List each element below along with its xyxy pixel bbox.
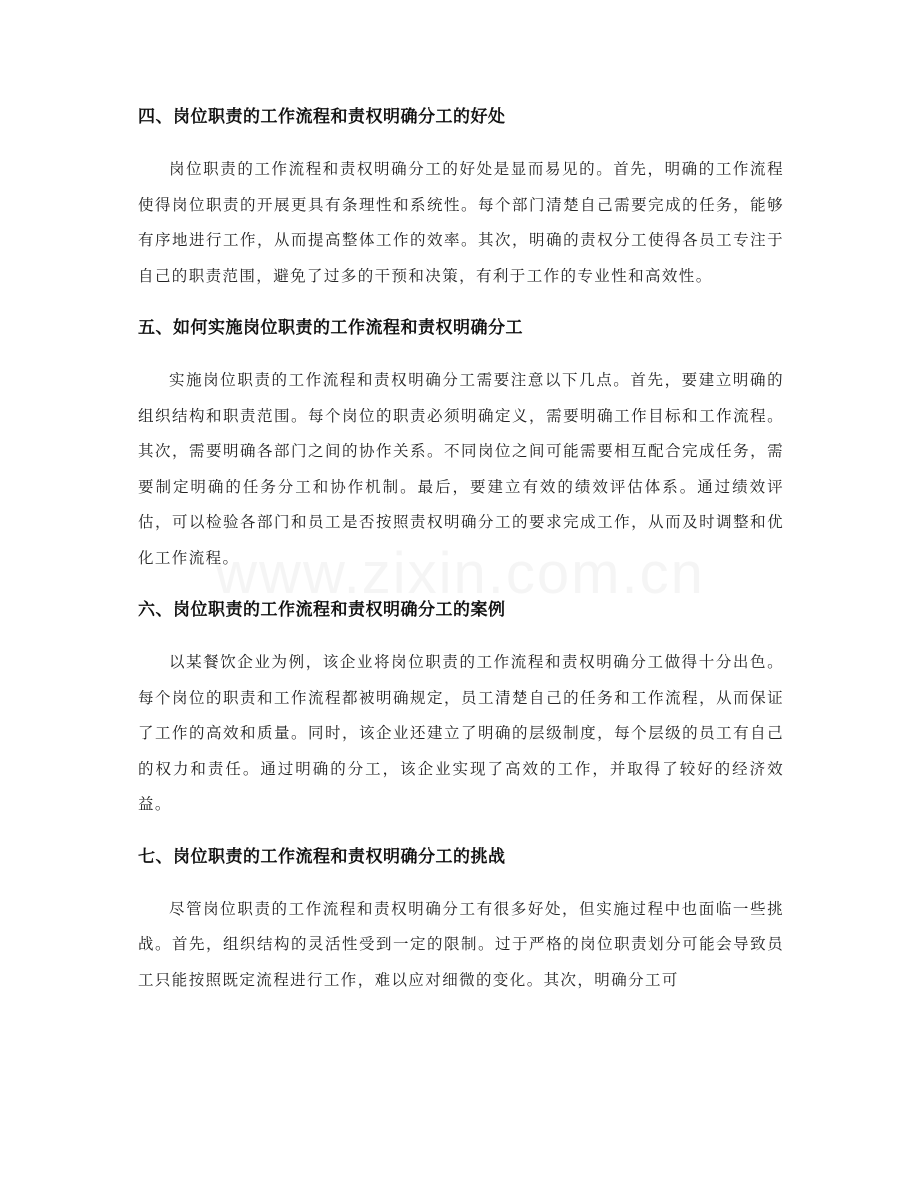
section-4 <box>138 104 784 294</box>
section-paragraph: 岗位职责的工作流程和责权明确分工的好处是显而易见的。首先，明确的工作流程使得岗位职责的开展更具有条理性和系统性。每个部门清楚自己需要完成的任务，能够有序地进行工作，从而提高整体工作的效率。其次，明确的责权分工使得各员工专注于自己的职责范围，避免了过多的干预和决策，有利于工作的专业性和高效性。 <box>138 160 784 285</box>
section-heading: 五、如何实施岗位职责的工作流程和责权明确分工 <box>138 318 523 338</box>
section-paragraph: 以某餐饮企业为例，该企业将岗位职责的工作流程和责权明确分工做得十分出色。每个岗位的职责和工作流程都被明确规定，员工清楚自己的任务和工作流程，从而保证了工作的高效和质量。同时，该企业还建立了明确的层级制度，每个层级的员工有自己的权力和责任。通过明确的分工，该企业实现了高效的工作，并取得了较好的经济效益。 <box>138 653 784 813</box>
section-6 <box>138 597 784 823</box>
section-5 <box>138 315 784 576</box>
section-heading: 四、岗位职责的工作流程和责权明确分工的好处 <box>138 107 506 127</box>
section-heading: 六、岗位职责的工作流程和责权明确分工的案例 <box>138 600 506 620</box>
section-paragraph: 尽管岗位职责的工作流程和责权明确分工有很多好处，但实施过程中也面临一些挑战。首先，组织结构的灵活性受到一定的限制。过于严格的岗位职责划分可能会导致员工只能按照既定流程进行工作，难以应对细微的变化。其次，明确分工可 <box>138 899 784 989</box>
section-heading: 七、岗位职责的工作流程和责权明确分工的挑战 <box>138 846 506 867</box>
section-paragraph: 实施岗位职责的工作流程和责权明确分工需要注意以下几点。首先，要建立明确的组织结构和职责范围。每个岗位的职责必须明确定义，需要明确工作目标和工作流程。其次，需要明确各部门之间的协作关系。不同岗位之间可能需要相互配合完成任务，需要制定明确的任务分工和协作机制。最后，要建立有效的绩效评估体系。通过绩效评估，可以检验各部门和员工是否按照责权明确分工的要求完成工作，从而及时调整和优化工作流程。 <box>138 371 784 567</box>
watermark: www.zixin.com.cn <box>215 541 705 606</box>
document-body <box>138 104 784 1019</box>
section-7 <box>138 844 784 999</box>
